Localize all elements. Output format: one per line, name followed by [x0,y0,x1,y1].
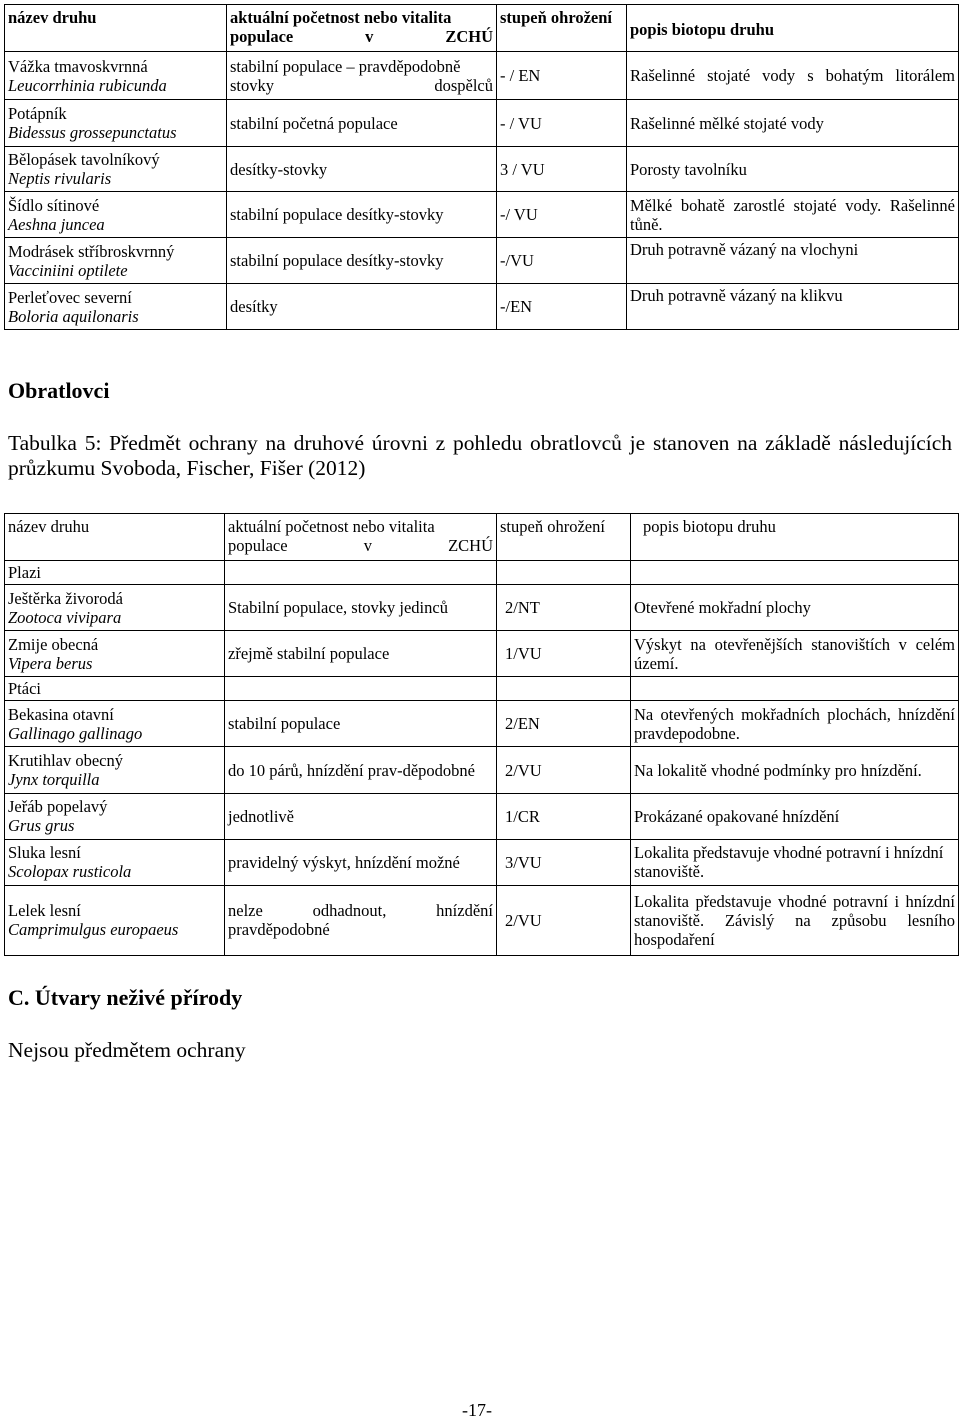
threat-status-cell: 2/NT [497,585,631,631]
vertebrates-table-wrapper [4,513,958,956]
vertebrates-table [4,513,959,956]
species-czech-name: Bekasina otavní [8,704,114,724]
species-latin-name: Zootoca vivipara [8,607,122,627]
population-cell: nelze odhadnout, hnízdění pravděpodobné [225,885,497,955]
table-row [5,147,959,192]
table-row [5,839,959,885]
header-threat-status: stupeň ohrožení [497,5,627,52]
header-species-name: název druhu [5,5,227,52]
header-threat-status: stupeň ohrožení [497,514,631,561]
habitat-cell: Druh potravně vázaný na klikvu [627,284,959,330]
table-row [5,793,959,839]
habitat-cell: Na otevřených mokřadních plochách, hnízdění pravdepodobne. [631,701,959,747]
threat-status-cell: 3 / VU [497,147,627,192]
species-name-cell [5,839,225,885]
population-cell: stabilní populace desítky-stovky [227,238,497,284]
threat-status-cell: - / EN [497,52,627,100]
invertebrates-table [4,4,959,330]
table-row [5,747,959,793]
species-czech-name: Sluka lesní [8,843,81,863]
habitat-cell: Porosty tavolníku [627,147,959,192]
habitat-cell: Mělké bohatě zarostlé stojaté vody. Rašelinné tůně. [627,192,959,238]
species-czech-name: Krutihlav obecný [8,751,124,771]
population-cell: jednotlivě [225,793,497,839]
threat-status-cell: - / VU [497,100,627,147]
threat-status-cell: 1/VU [497,631,631,677]
habitat-cell: Na lokalitě vhodné podmínky pro hnízdění. [631,747,959,793]
species-name-cell [5,885,225,955]
habitat-cell: Lokalita představuje vhodné potravní i hnízdní stanoviště. [631,839,959,885]
species-latin-name: Grus grus [8,816,75,836]
population-cell: Stabilní populace, stovky jedinců [225,585,497,631]
header-habitat: popis biotopu druhu [631,514,959,561]
population-cell: desítky-stovky [227,147,497,192]
threat-status-cell: 2/EN [497,701,631,747]
population-cell: stabilní početná populace [227,100,497,147]
threat-status-cell: 2/VU [497,885,631,955]
empty-cell [631,677,959,701]
species-name-cell [5,100,227,147]
population-cell: stabilní populace – pravděpodobně stovky dospělců [227,52,497,100]
species-name-cell [5,238,227,284]
header-habitat: popis biotopu druhu [627,5,959,52]
empty-cell [225,561,497,585]
species-latin-name: Camprimulgus europaeus [8,920,179,940]
table-row [5,284,959,330]
empty-cell [497,677,631,701]
table-row [5,192,959,238]
species-czech-name: Šídlo sítinové [8,195,100,215]
species-latin-name: Gallinago gallinago [8,723,143,743]
group-label: Plazi [5,561,225,585]
species-czech-name: Perleťovec severní [8,287,132,307]
table-row [5,100,959,147]
species-czech-name: Modrásek stříbroskvrnný [8,241,175,261]
empty-cell [497,561,631,585]
species-name-cell [5,147,227,192]
threat-status-cell: 1/CR [497,793,631,839]
population-cell: stabilní populace desítky-stovky [227,192,497,238]
group-row-reptiles [5,561,959,585]
species-latin-name: Aeshna juncea [8,214,105,234]
species-name-cell [5,793,225,839]
species-latin-name: Vacciniini optilete [8,260,128,280]
table-header-row [5,5,959,52]
page-number: -17- [462,1400,492,1420]
section-note: Nejsou předmětem ochrany [8,1038,246,1062]
table-header-row [5,514,959,561]
species-czech-name: Potápník [8,104,67,123]
species-name-cell [5,701,225,747]
table-row [5,701,959,747]
header-population: aktuální početnost nebo vitalita populace v ZCHÚ [227,5,497,52]
table-row [5,885,959,955]
section-heading-nonliving-nature: C. Útvary neživé přírody [8,985,243,1010]
empty-cell [631,561,959,585]
species-latin-name: Bidessus grossepunctatus [8,123,177,142]
population-cell: zřejmě stabilní populace [225,631,497,677]
species-latin-name: Neptis rivularis [8,169,112,188]
population-cell: desítky [227,284,497,330]
header-species-name: název druhu [5,514,225,561]
threat-status-cell: 2/VU [497,747,631,793]
table-row [5,238,959,284]
threat-status-cell: -/EN [497,284,627,330]
habitat-cell: Lokalita představuje vhodné potravní i hnízdní stanoviště. Závislý na způsobu lesního hospodaření [631,885,959,955]
table-row [5,52,959,100]
species-latin-name: Vipera berus [8,653,93,673]
population-cell: stabilní populace [225,701,497,747]
table-caption: Tabulka 5: Předmět ochrany na druhové úrovni z pohledu obratlovců je stanoven na základě následujících průzkumu Svoboda, Fischer, Fišer (2012) [8,431,952,480]
threat-status-cell: -/VU [497,238,627,284]
species-czech-name: Zmije obecná [8,634,99,654]
species-czech-name: Vážka tmavoskvrnná [8,56,148,76]
section-heading-vertebrates: Obratlovci [8,378,110,403]
empty-cell [225,677,497,701]
population-cell: do 10 párů, hnízdění prav-děpodobné [225,747,497,793]
group-row-birds [5,677,959,701]
species-latin-name: Scolopax rusticola [8,862,132,882]
species-name-cell [5,631,225,677]
habitat-cell: Rašelinné stojaté vody s bohatým litorálem [627,52,959,100]
habitat-cell: Prokázané opakované hnízdění [631,793,959,839]
species-latin-name: Boloria aquilonaris [8,306,139,326]
habitat-cell: Výskyt na otevřenějších stanovištích v celém území. [631,631,959,677]
habitat-cell: Rašelinné mělké stojaté vody [627,100,959,147]
table-row [5,585,959,631]
table-row [5,631,959,677]
threat-status-cell: -/ VU [497,192,627,238]
species-name-cell [5,747,225,793]
threat-status-cell: 3/VU [497,839,631,885]
header-population: aktuální početnost nebo vitalita populace v ZCHÚ [225,514,497,561]
group-label: Ptáci [5,677,225,701]
species-czech-name: Ještěrka živorodá [8,588,123,608]
population-cell: pravidelný výskyt, hnízdění možné [225,839,497,885]
species-czech-name: Lelek lesní [8,901,81,921]
species-name-cell [5,284,227,330]
habitat-cell: Druh potravně vázaný na vlochyni [627,238,959,284]
species-czech-name: Bělopásek tavolníkový [8,150,160,169]
habitat-cell: Otevřené mokřadní plochy [631,585,959,631]
invertebrates-table-wrapper [4,4,958,327]
species-name-cell [5,585,225,631]
species-latin-name: Jynx torquilla [8,770,100,790]
species-latin-name: Leucorrhinia rubicunda [8,75,167,95]
species-name-cell [5,52,227,100]
species-name-cell [5,192,227,238]
species-czech-name: Jeřáb popelavý [8,797,108,817]
